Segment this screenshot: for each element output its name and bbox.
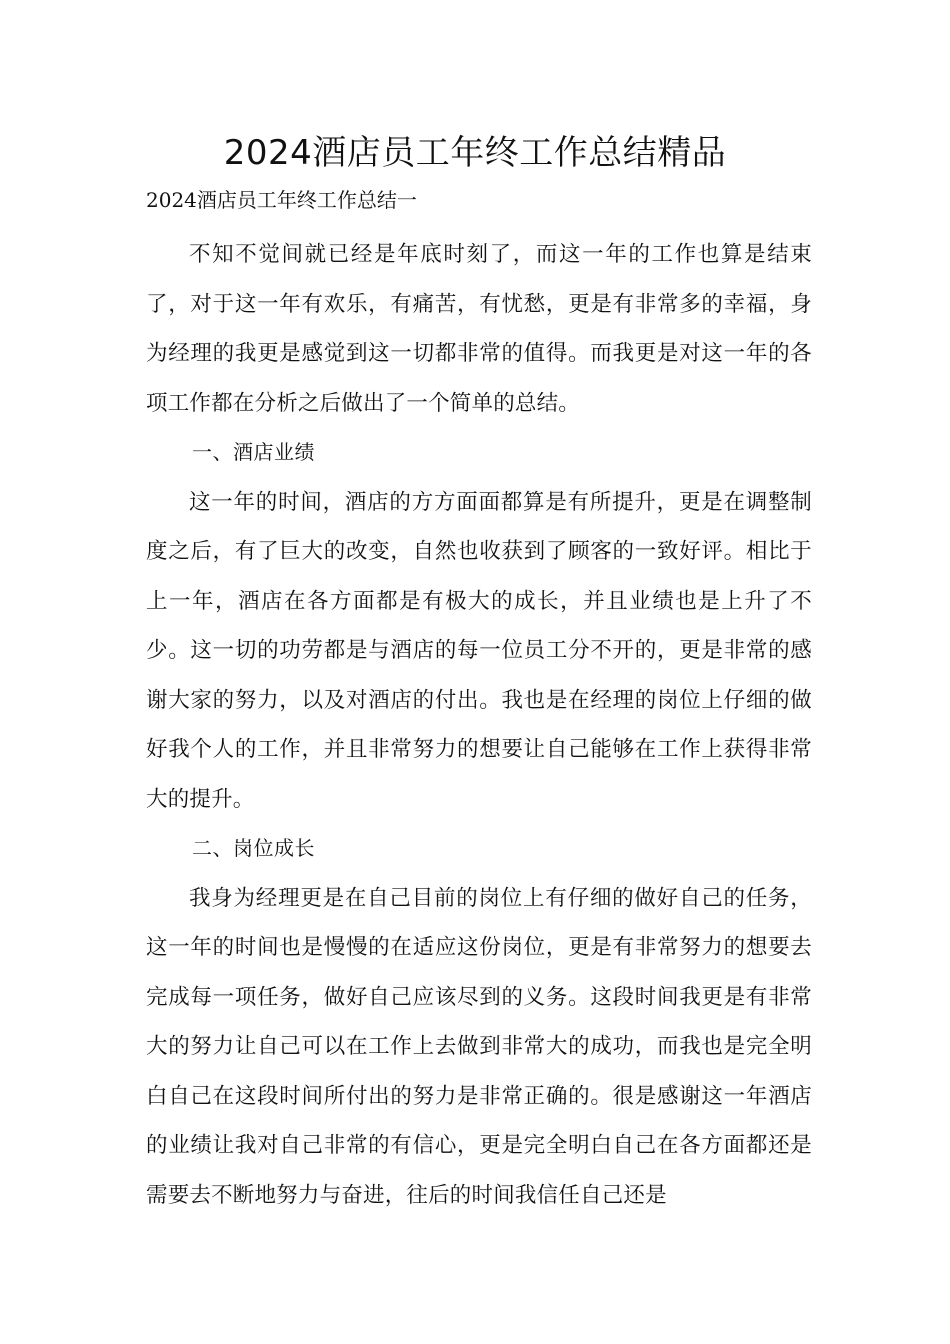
paragraph-hotel-performance: 这一年的时间，酒店的方方面面都算是有所提升，更是在调整制度之后，有了巨大的改变，自然也收获到了顾客的一致好评。相比于上一年，酒店在各方面都是有极大的成长，并且业绩也是上升了不少。这一切的功劳都是与酒店的每一位员工分不开的，更是非常的感谢大家的努力，以及对酒店的付出。我也是在经理的岗位上仔细的做好我个人的工作，并且非常努力的想要让自己能够在工作上获得非常大的提升。 xyxy=(146,489,812,812)
paragraph-intro: 不知不觉间就已经是年底时刻了，而这一年的工作也算是结束了，对于这一年有欢乐，有痛苦，有忧愁，更是有非常多的幸福，身为经理的我更是感觉到这一切都非常的值得。而我更是对这一年的各项工作都在分析之后做出了一个简单的总结。 xyxy=(146,242,812,416)
document-body xyxy=(146,230,812,1220)
document-subtitle: 2024酒店员工年终工作总结一 xyxy=(146,188,417,212)
section-heading-hotel-performance: 一、酒店业绩 xyxy=(192,440,315,464)
section-heading-position-growth: 二、岗位成长 xyxy=(192,836,315,860)
paragraph-position-growth: 我身为经理更是在自己目前的岗位上有仔细的做好自己的任务，这一年的时间也是慢慢的在适应这份岗位，更是有非常努力的想要去完成每一项任务，做好自己应该尽到的义务。这段时间我更是有非常大的努力让自己可以在工作上去做到非常大的成功，而我也是完全明白自己在这段时间所付出的努力是非常正确的。很是感谢这一年酒店的业绩让我对自己非常的有信心，更是完全明白自己在各方面都还是需要去不断地努力与奋进，往后的时间我信任自己还是 xyxy=(146,885,812,1208)
document-title: 2024酒店员工年终工作总结精品 xyxy=(223,133,727,173)
